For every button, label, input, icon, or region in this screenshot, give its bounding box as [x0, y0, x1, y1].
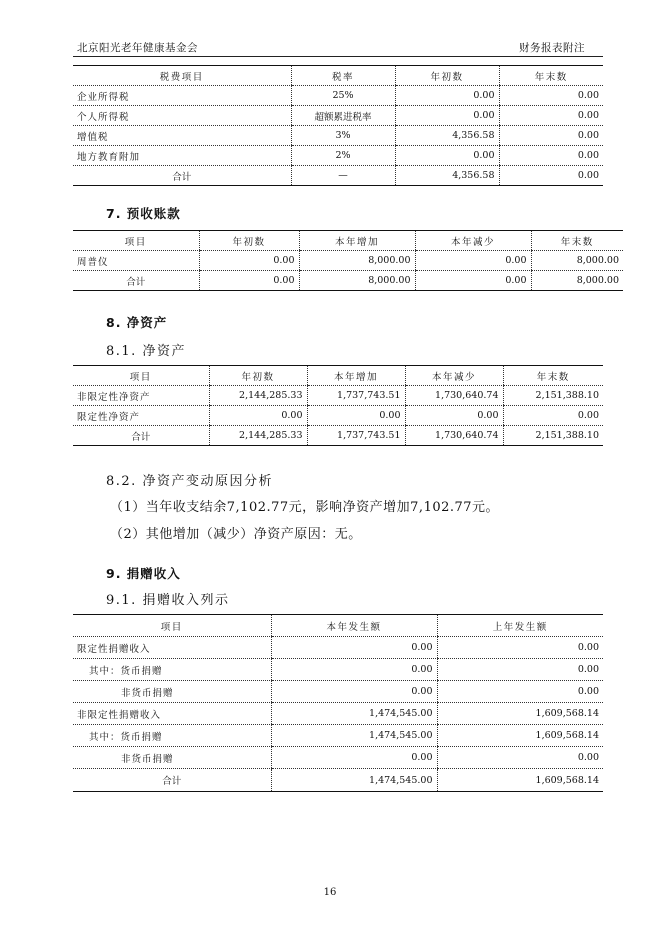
cell: 合计 — [73, 769, 271, 792]
cell: 其中：货币捐赠 — [73, 659, 271, 681]
cell: 8,000.00 — [299, 251, 415, 271]
table-row — [73, 681, 603, 703]
cell: 0.00 — [405, 406, 503, 426]
cell: 0.00 — [437, 681, 603, 703]
cell: 0.00 — [503, 406, 603, 426]
table-row — [73, 126, 603, 146]
cell: 0.00 — [499, 86, 603, 106]
cell: 非限定性净资产 — [73, 386, 209, 406]
col-header: 年初数 — [395, 66, 499, 86]
cell: 2% — [291, 146, 395, 166]
cell: 1,730,640.74 — [405, 426, 503, 446]
cell: 0.00 — [499, 126, 603, 146]
cell: 0.00 — [271, 681, 437, 703]
cell: 非货币捐赠 — [73, 681, 271, 703]
col-header: 本年增加 — [307, 366, 405, 386]
table-row — [73, 251, 623, 271]
cell: 合计 — [73, 426, 209, 446]
cell: 0.00 — [199, 251, 299, 271]
col-header: 项目 — [73, 366, 209, 386]
cell: 8,000.00 — [299, 271, 415, 291]
cell: 0.00 — [209, 406, 307, 426]
cell: 0.00 — [271, 637, 437, 659]
table-total-row — [73, 426, 603, 446]
paragraph: （1）当年收支结余7,102.77元，影响净资产增加7,102.77元。 — [110, 500, 500, 515]
table-row — [73, 659, 603, 681]
page-header — [73, 38, 603, 57]
tax-table — [73, 65, 603, 186]
section-8-1-title: 8.1. 净资产 — [106, 344, 186, 359]
table-row — [73, 86, 603, 106]
cell: 0.00 — [437, 747, 603, 769]
col-header: 年末数 — [499, 66, 603, 86]
cell: 0.00 — [271, 747, 437, 769]
cell: 限定性净资产 — [73, 406, 209, 426]
net-assets-table — [73, 365, 603, 446]
table-total-row — [73, 166, 603, 186]
col-header: 本年减少 — [405, 366, 503, 386]
donation-table — [73, 614, 603, 792]
cell: 2,144,285.33 — [209, 386, 307, 406]
col-header: 年末数 — [531, 231, 623, 251]
table-total-row — [73, 769, 603, 792]
table-row — [73, 703, 603, 725]
col-header: 项目 — [73, 615, 271, 637]
cell: 地方教育附加 — [73, 146, 291, 166]
org-name: 北京阳光老年健康基金会 — [77, 42, 198, 54]
section-8-title: 8. 净资产 — [106, 315, 168, 330]
cell: 2,151,388.10 — [503, 386, 603, 406]
table-header-row — [73, 231, 623, 251]
cell: 0.00 — [499, 166, 603, 186]
cell: 2,151,388.10 — [503, 426, 603, 446]
cell: 0.00 — [395, 146, 499, 166]
cell: 0.00 — [437, 637, 603, 659]
cell: 1,474,545.00 — [271, 703, 437, 725]
cell: 个人所得税 — [73, 106, 291, 126]
doc-section: 财务报表附注 — [519, 42, 585, 54]
table-row — [73, 106, 603, 126]
col-header: 本年发生额 — [271, 615, 437, 637]
table-row — [73, 406, 603, 426]
cell: 0.00 — [395, 106, 499, 126]
table-row — [73, 386, 603, 406]
cell: 周普仪 — [73, 251, 199, 271]
cell: 合计 — [73, 271, 199, 291]
cell: 1,609,568.14 — [437, 769, 603, 792]
cell: 0.00 — [271, 659, 437, 681]
cell: 8,000.00 — [531, 271, 623, 291]
col-header: 本年减少 — [415, 231, 531, 251]
cell: 1,609,568.14 — [437, 703, 603, 725]
col-header: 年初数 — [209, 366, 307, 386]
col-header: 本年增加 — [299, 231, 415, 251]
cell: 8,000.00 — [531, 251, 623, 271]
paragraph: （2）其他增加（减少）净资产原因：无。 — [110, 527, 362, 542]
cell: 合计 — [73, 166, 291, 186]
section-9-title: 9. 捐赠收入 — [106, 566, 181, 581]
cell: 1,730,640.74 — [405, 386, 503, 406]
cell: 4,356.58 — [395, 166, 499, 186]
section-9-1-title: 9.1. 捐赠收入列示 — [106, 593, 230, 608]
cell: 0.00 — [437, 659, 603, 681]
page-number: 16 — [323, 887, 337, 898]
cell: 0.00 — [415, 251, 531, 271]
section-7-title: 7. 预收账款 — [106, 206, 181, 221]
cell: 0.00 — [499, 106, 603, 126]
cell: — — [291, 166, 395, 186]
cell: 增值税 — [73, 126, 291, 146]
cell: 其中：货币捐赠 — [73, 725, 271, 747]
cell: 非货币捐赠 — [73, 747, 271, 769]
cell: 25% — [291, 86, 395, 106]
cell: 4,356.58 — [395, 126, 499, 146]
cell: 1,737,743.51 — [307, 426, 405, 446]
cell: 0.00 — [307, 406, 405, 426]
col-header: 税费项目 — [73, 66, 291, 86]
table-header-row — [73, 366, 603, 386]
section-8-2-title: 8.2. 净资产变动原因分析 — [106, 474, 273, 489]
prepaid-table — [73, 230, 623, 291]
cell: 0.00 — [499, 146, 603, 166]
cell: 0.00 — [395, 86, 499, 106]
cell: 1,474,545.00 — [271, 769, 437, 792]
table-total-row — [73, 271, 623, 291]
cell: 0.00 — [199, 271, 299, 291]
cell: 非限定性捐赠收入 — [73, 703, 271, 725]
cell: 3% — [291, 126, 395, 146]
col-header: 上年发生额 — [437, 615, 603, 637]
cell: 1,737,743.51 — [307, 386, 405, 406]
table-row — [73, 725, 603, 747]
cell: 1,474,545.00 — [271, 725, 437, 747]
table-header-row — [73, 66, 603, 86]
cell: 限定性捐赠收入 — [73, 637, 271, 659]
cell: 超额累进税率 — [291, 106, 395, 126]
col-header: 年初数 — [199, 231, 299, 251]
table-row — [73, 747, 603, 769]
cell: 1,609,568.14 — [437, 725, 603, 747]
cell: 0.00 — [415, 271, 531, 291]
col-header: 年末数 — [503, 366, 603, 386]
cell: 企业所得税 — [73, 86, 291, 106]
table-row — [73, 146, 603, 166]
col-header: 税率 — [291, 66, 395, 86]
col-header: 项目 — [73, 231, 199, 251]
table-header-row — [73, 615, 603, 637]
cell: 2,144,285.33 — [209, 426, 307, 446]
table-row — [73, 637, 603, 659]
